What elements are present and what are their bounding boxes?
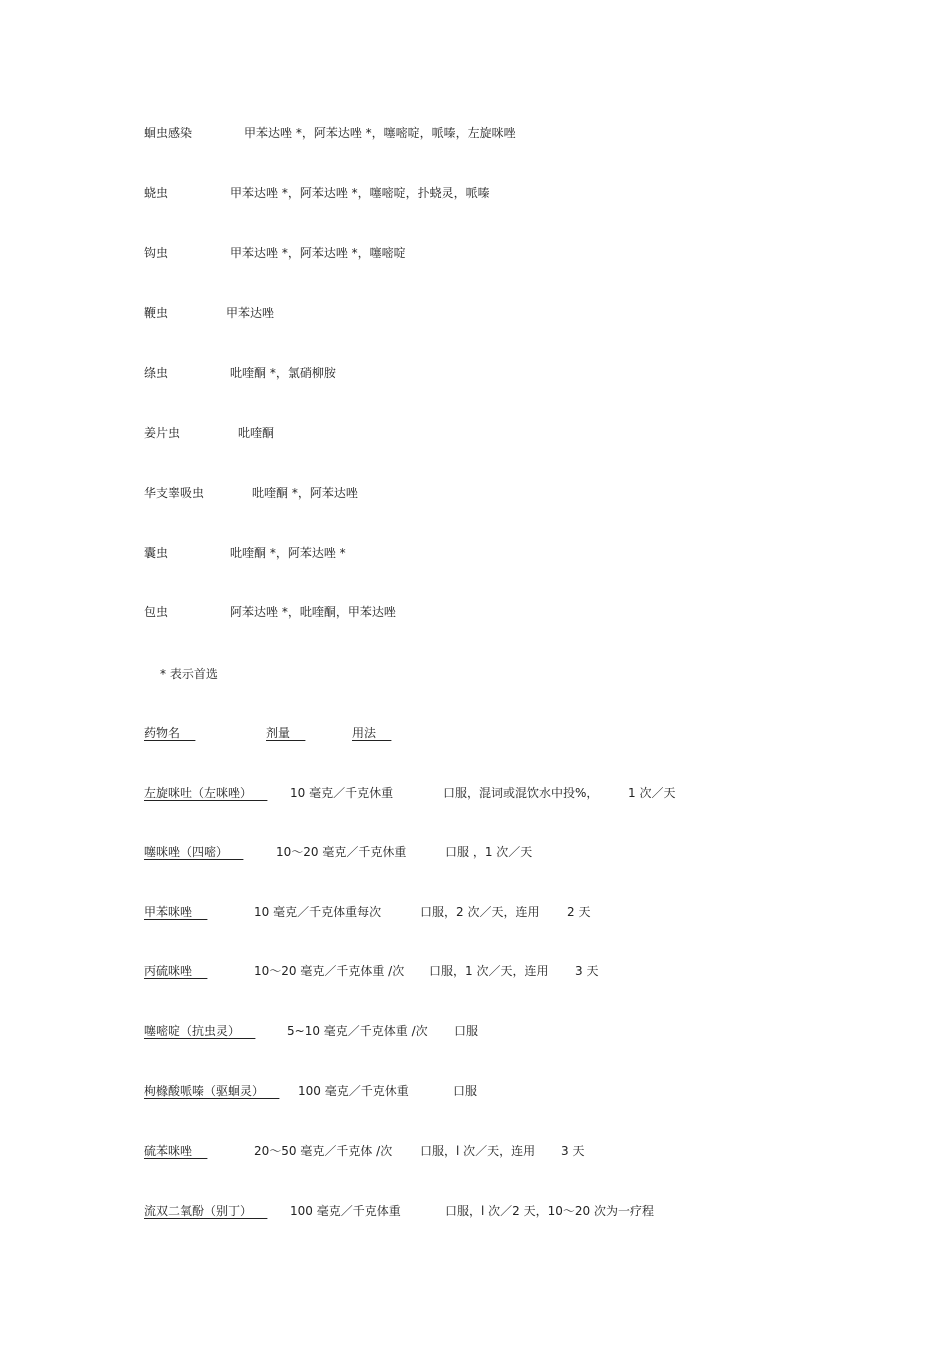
parasite-drugs: 阿苯达唑 *，吡喹酮，甲苯达唑	[230, 605, 396, 619]
drug-usage: 口服，混词或混饮水中投%，	[443, 786, 599, 800]
drug-dose: 100 毫克／千克体重	[290, 1204, 401, 1218]
parasite-drugs: 吡喹酮 *，阿苯达唑	[252, 486, 358, 500]
drug-frequency: 2 天	[567, 905, 591, 919]
drug-dose: 10～20 毫克／千克休重	[276, 845, 407, 859]
drug-name: 硫苯咪唑	[144, 1144, 193, 1158]
footnote: * 表示首选	[160, 667, 218, 681]
drug-usage: 口服，l 次／天，连用	[420, 1144, 536, 1158]
parasite-drugs: 甲苯达唑 *，阿苯达唑 *，噻嘧啶	[230, 246, 406, 260]
drug-dose: 100 毫克／千克休重	[298, 1084, 409, 1098]
parasite-drugs: 吡喹酮 *，阿苯达唑 *	[230, 546, 346, 560]
drug-usage: 口服，2 次／天，连用	[420, 905, 540, 919]
parasite-name: 囊虫	[144, 546, 169, 560]
parasite-drugs: 甲苯达唑	[226, 306, 275, 320]
parasite-name: 钩虫	[144, 246, 169, 260]
parasite-name: 姜片虫	[144, 426, 181, 440]
drug-frequency: 1 次／天	[628, 786, 676, 800]
drug-name: 甲苯咪唑	[144, 905, 193, 919]
parasite-drugs: 吡喹酮	[238, 426, 275, 440]
drug-name: 噻咪唑（四嘧）	[144, 845, 229, 859]
drug-usage: 口服，l 次／2 天，10～20 次为一疗程	[445, 1204, 654, 1218]
parasite-drugs: 吡喹酮 *，氯硝柳胺	[230, 366, 336, 380]
drug-frequency: 3 天	[575, 964, 599, 978]
drug-usage: 口服 ，1 次／天	[445, 845, 533, 859]
drug-dose: 5~10 毫克／千克体重 /次	[287, 1024, 428, 1038]
parasite-name: 蛲虫	[144, 186, 169, 200]
header-usage: 用法	[352, 726, 377, 740]
drug-name: 左旋咪吐（左咪唑）	[144, 786, 253, 800]
parasite-drugs: 甲苯达唑 *，阿苯达唑 *，噻嘧啶，扑蛲灵，哌嗪	[230, 186, 490, 200]
drug-name: 流双二氧酚（别丁）	[144, 1204, 253, 1218]
drug-usage: 口服，1 次／天，连用	[429, 964, 549, 978]
drug-dose: 10 毫克／千克体重每次	[254, 905, 382, 919]
drug-dose: 10～20 毫克／千克体重 /次	[254, 964, 405, 978]
parasite-name: 绦虫	[144, 366, 169, 380]
parasite-drugs: 甲苯达唑 *，阿苯达唑 *，噻嘧啶，哌嗪，左旋咪唑	[244, 126, 516, 140]
header-drug-name: 药物名	[144, 726, 181, 740]
parasite-name: 蛔虫感染	[144, 126, 193, 140]
drug-name: 丙硫咪唑	[144, 964, 193, 978]
drug-dose: 20～50 毫克／千克体 /次	[254, 1144, 393, 1158]
drug-name: 枸橼酸哌嗪（驱蛔灵）	[144, 1084, 265, 1098]
drug-usage: 口服	[453, 1084, 478, 1098]
drug-dose: 10 毫克／千克休重	[290, 786, 394, 800]
parasite-name: 华支睾吸虫	[144, 486, 205, 500]
drug-frequency: 3 天	[561, 1144, 585, 1158]
drug-name: 噻嘧啶（抗虫灵）	[144, 1024, 241, 1038]
parasite-name: 包虫	[144, 605, 169, 619]
parasite-name: 鞭虫	[144, 306, 169, 320]
drug-usage: 口服	[454, 1024, 479, 1038]
header-dose: 剂量	[266, 726, 291, 740]
